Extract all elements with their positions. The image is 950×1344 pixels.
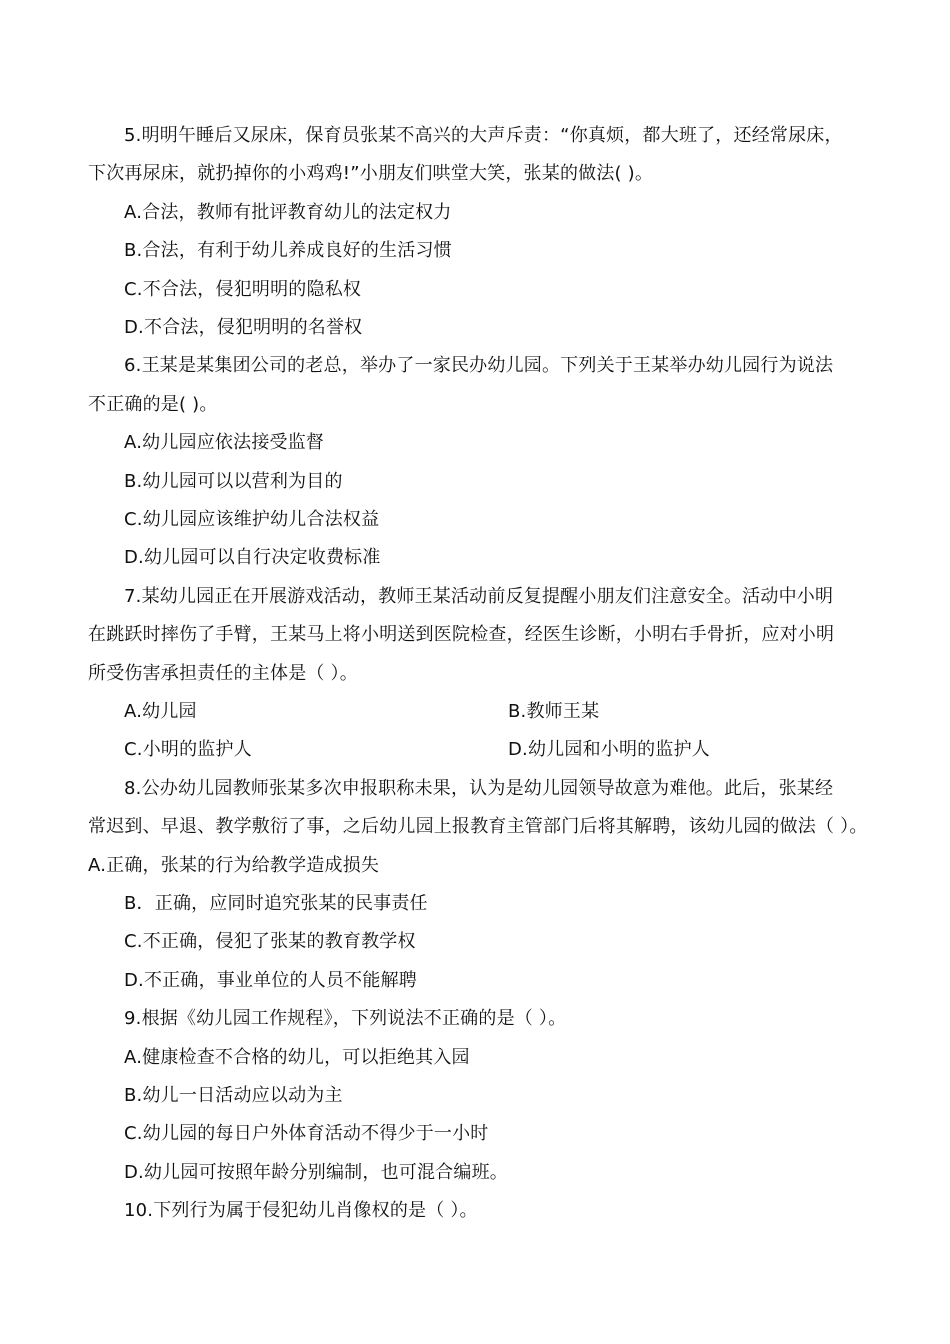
question-7-option-c: C.小明的监护人 (124, 739, 252, 760)
question-6-option-a: A.幼儿园应依法接受监督 (124, 432, 325, 453)
question-9-option-a: A.健康检查不合格的幼儿，可以拒绝其入园 (124, 1047, 470, 1068)
question-9-option-c: C.幼儿园的每日户外体育活动不得少于一小时 (124, 1123, 489, 1144)
question-7-option-b: B.教师王某 (508, 701, 600, 722)
question-7-option-d: D.幼儿园和小明的监护人 (508, 739, 710, 760)
question-6-option-c: C.幼儿园应该维护幼儿合法权益 (124, 509, 380, 530)
question-7-option-a: A.幼儿园 (124, 701, 197, 722)
question-8-option-d: D.不正确，事业单位的人员不能解聘 (124, 970, 417, 991)
question-8-option-a: A.正确，张某的行为给教学造成损失 (88, 855, 380, 876)
question-7-stem-line-1: 7.某幼儿园正在开展游戏活动，教师王某活动前反复提醒小朋友们注意安全。活动中小明 (124, 586, 834, 607)
question-8-option-c: C.不正确，侵犯了张某的教育教学权 (124, 931, 416, 952)
question-6-option-b: B.幼儿园可以以营利为目的 (124, 471, 343, 492)
question-9-option-d: D.幼儿园可按照年龄分别编制，也可混合编班。 (124, 1162, 508, 1183)
question-8-option-b: B．正确，应同时追究张某的民事责任 (124, 893, 428, 914)
question-5-option-b: B.合法，有利于幼儿养成良好的生活习惯 (124, 240, 452, 261)
question-9-option-b: B.幼儿一日活动应以动为主 (124, 1085, 343, 1106)
question-7-stem-line-3: 所受伤害承担责任的主体是（ ）。 (88, 663, 358, 684)
question-5-option-d: D.不合法，侵犯明明的名誉权 (124, 317, 363, 338)
question-8-stem-line-2: 常迟到、早退、教学敷衍了事，之后幼儿园上报教育主管部门后将其解聘，该幼儿园的做法（ ）。 (88, 816, 868, 837)
question-6-option-d: D.幼儿园可以自行决定收费标准 (124, 547, 381, 568)
question-5-stem-line-1: 5.明明午睡后又尿床，保育员张某不高兴的大声斥责：“你真烦，都大班了，还经常尿床， (124, 125, 843, 146)
question-10-stem: 10.下列行为属于侵犯幼儿肖像权的是（ ）。 (124, 1200, 478, 1221)
question-6-stem-line-1: 6.王某是某集团公司的老总，举办了一家民办幼儿园。下列关于王某举办幼儿园行为说法 (124, 355, 834, 376)
question-7-stem-line-2: 在跳跃时摔伤了手臂，王某马上将小明送到医院检查，经医生诊断，小明右手骨折，应对小明 (88, 624, 835, 645)
question-5-stem-line-2: 下次再尿床，就扔掉你的小鸡鸡!”小朋友们哄堂大笑，张某的做法( )。 (88, 163, 654, 184)
question-5-option-a: A.合法，教师有批评教育幼儿的法定权力 (124, 202, 452, 223)
question-9-stem: 9.根据《幼儿园工作规程》，下列说法不正确的是（ ）。 (124, 1008, 567, 1029)
question-6-stem-line-2: 不正确的是( )。 (88, 394, 218, 415)
question-8-stem-line-1: 8.公办幼儿园教师张某多次申报职称未果，认为是幼儿园领导故意为难他。此后，张某经 (124, 778, 834, 799)
question-5-option-c: C.不合法，侵犯明明的隐私权 (124, 279, 362, 300)
